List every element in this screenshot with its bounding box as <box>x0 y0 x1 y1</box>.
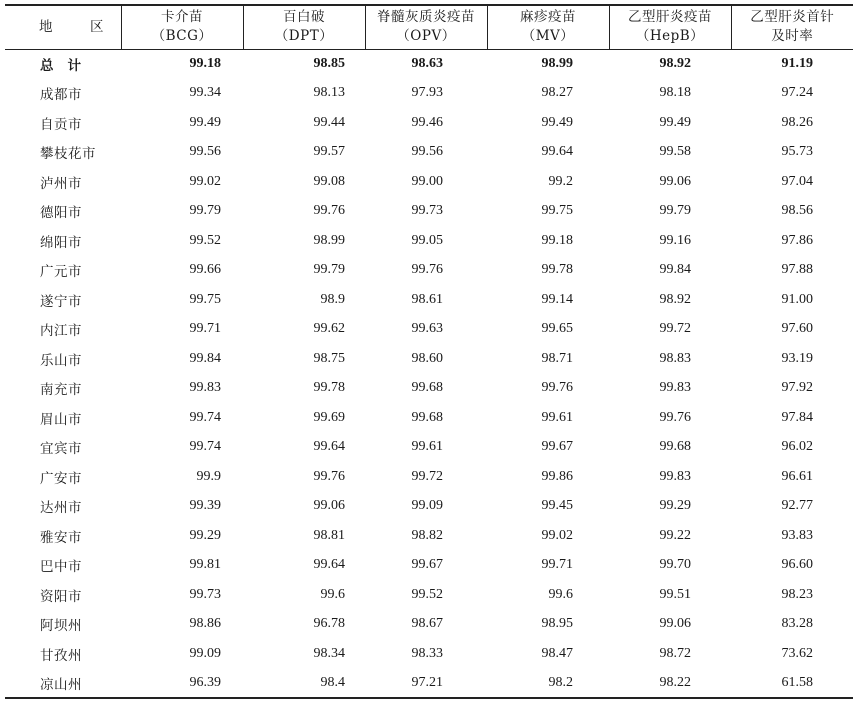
cell-dpt: 98.75 <box>313 350 345 366</box>
cell-hepb: 98.18 <box>659 85 691 101</box>
cell-opv: 98.60 <box>411 350 443 366</box>
cell-mv: 99.76 <box>541 380 573 396</box>
cell-opv: 99.76 <box>411 262 443 278</box>
cell-dpt: 99.62 <box>313 321 345 337</box>
cell-hepb-first-dose: 97.92 <box>781 380 813 396</box>
row-region: 攀枝花市 <box>40 146 96 163</box>
cell-hepb: 99.72 <box>659 321 691 337</box>
cell-bcg: 99.66 <box>189 262 221 278</box>
cell-mv: 99.86 <box>541 468 573 484</box>
cell-mv: 99.75 <box>541 203 573 219</box>
cell-mv: 99.6 <box>548 586 573 602</box>
row-region: 南充市 <box>40 382 82 399</box>
row-region: 总计 <box>40 58 95 74</box>
cell-bcg: 99.73 <box>189 586 221 602</box>
table-row <box>5 521 853 551</box>
cell-hepb: 99.51 <box>659 586 691 602</box>
cell-dpt: 98.99 <box>313 232 345 248</box>
cell-dpt: 98.34 <box>313 645 345 661</box>
cell-opv: 99.73 <box>411 203 443 219</box>
cell-hepb-first-dose: 97.04 <box>781 173 813 189</box>
cell-hepb-first-dose: 98.23 <box>781 586 813 602</box>
cell-mv: 99.14 <box>541 291 573 307</box>
cell-dpt: 98.4 <box>243 669 365 699</box>
cell-dpt: 99.69 <box>313 409 345 425</box>
cell-mv: 98.2 <box>487 669 609 699</box>
cell-dpt: 98.85 <box>313 56 345 71</box>
cell-mv: 99.61 <box>541 409 573 425</box>
table-row <box>5 79 853 109</box>
cell-dpt: 99.79 <box>313 262 345 278</box>
table-row <box>5 433 853 463</box>
row-region: 眉山市 <box>40 411 82 428</box>
cell-dpt: 99.64 <box>313 439 345 455</box>
cell-hepb-first-dose: 61.58 <box>731 669 853 699</box>
cell-dpt: 99.76 <box>313 203 345 219</box>
cell-dpt: 99.06 <box>313 498 345 514</box>
cell-hepb: 99.76 <box>659 409 691 425</box>
table-header-row <box>5 5 853 49</box>
row-region: 内江市 <box>40 323 82 340</box>
cell-bcg: 99.52 <box>189 232 221 248</box>
header-region: 地 区 <box>5 5 121 49</box>
cell-hepb-first-dose: 96.60 <box>781 557 813 573</box>
cell-bcg: 99.34 <box>189 85 221 101</box>
cell-dpt: 99.44 <box>313 114 345 130</box>
cell-opv: 97.93 <box>411 85 443 101</box>
cell-hepb-first-dose: 83.28 <box>781 616 813 632</box>
cell-hepb: 99.22 <box>659 527 691 543</box>
cell-hepb-first-dose: 96.02 <box>781 439 813 455</box>
cell-hepb-first-dose: 92.77 <box>781 498 813 514</box>
cell-bcg: 96.39 <box>121 669 243 699</box>
cell-mv: 99.02 <box>541 527 573 543</box>
table-row <box>5 344 853 374</box>
table-row <box>5 492 853 522</box>
row-region: 自贡市 <box>40 116 82 133</box>
row-region: 巴中市 <box>40 559 82 576</box>
cell-mv: 99.71 <box>541 557 573 573</box>
row-region: 甘孜州 <box>40 647 82 664</box>
cell-hepb: 99.83 <box>659 380 691 396</box>
cell-dpt: 99.57 <box>313 144 345 160</box>
cell-dpt: 99.76 <box>313 468 345 484</box>
cell-hepb: 99.83 <box>659 468 691 484</box>
table-row <box>5 639 853 669</box>
cell-dpt: 98.81 <box>313 527 345 543</box>
cell-bcg: 99.56 <box>189 144 221 160</box>
cell-opv: 98.33 <box>411 645 443 661</box>
cell-hepb: 99.16 <box>659 232 691 248</box>
cell-bcg: 99.39 <box>189 498 221 514</box>
cell-hepb-first-dose: 91.19 <box>781 56 813 71</box>
cell-dpt: 98.13 <box>313 85 345 101</box>
table-row <box>5 256 853 286</box>
cell-hepb: 98.83 <box>659 350 691 366</box>
cell-dpt: 96.78 <box>313 616 345 632</box>
cell-mv: 99.2 <box>548 173 573 189</box>
row-region: 成都市 <box>40 87 82 104</box>
cell-hepb-first-dose: 97.86 <box>781 232 813 248</box>
cell-hepb: 99.06 <box>659 616 691 632</box>
cell-dpt: 99.08 <box>313 173 345 189</box>
row-region: 资阳市 <box>40 588 82 605</box>
cell-hepb-first-dose: 97.24 <box>781 85 813 101</box>
cell-opv: 99.09 <box>411 498 443 514</box>
row-region: 雅安市 <box>40 529 82 546</box>
cell-opv: 98.67 <box>411 616 443 632</box>
cell-bcg: 99.81 <box>189 557 221 573</box>
cell-hepb-first-dose: 96.61 <box>781 468 813 484</box>
cell-bcg: 99.74 <box>189 409 221 425</box>
cell-bcg: 99.74 <box>189 439 221 455</box>
cell-mv: 98.71 <box>541 350 573 366</box>
cell-opv: 97.21 <box>365 669 487 699</box>
table-row <box>5 226 853 256</box>
header-bcg: 卡介苗 （BCG） <box>121 5 243 49</box>
cell-mv: 99.18 <box>541 232 573 248</box>
cell-opv: 99.68 <box>411 380 443 396</box>
table-row <box>5 610 853 640</box>
cell-opv: 98.61 <box>411 291 443 307</box>
table-row <box>5 108 853 138</box>
header-dpt: 百白破 （DPT） <box>243 5 365 49</box>
cell-opv: 99.56 <box>411 144 443 160</box>
row-region: 阿坝州 <box>40 618 82 635</box>
table-row <box>5 669 853 699</box>
table-body <box>5 49 853 698</box>
cell-bcg: 99.18 <box>189 56 221 71</box>
cell-hepb: 98.92 <box>659 56 691 71</box>
cell-mv: 98.27 <box>541 85 573 101</box>
table-row <box>5 403 853 433</box>
cell-hepb-first-dose: 98.26 <box>781 114 813 130</box>
header-hepb: 乙型肝炎疫苗 （HepB） <box>609 5 731 49</box>
cell-dpt: 99.78 <box>313 380 345 396</box>
cell-opv: 99.00 <box>411 173 443 189</box>
cell-hepb: 99.58 <box>659 144 691 160</box>
cell-hepb: 99.68 <box>659 439 691 455</box>
cell-mv: 99.67 <box>541 439 573 455</box>
header-mv: 麻疹疫苗 （MV） <box>487 5 609 49</box>
cell-mv: 98.47 <box>541 645 573 661</box>
cell-opv: 99.68 <box>411 409 443 425</box>
cell-mv: 98.99 <box>541 56 573 71</box>
table-row <box>5 580 853 610</box>
cell-opv: 99.72 <box>411 468 443 484</box>
table-row-total <box>5 49 853 79</box>
row-region: 广安市 <box>40 470 82 487</box>
row-region: 乐山市 <box>40 352 82 369</box>
cell-bcg: 99.83 <box>189 380 221 396</box>
cell-hepb: 98.22 <box>609 669 731 699</box>
row-region: 凉山州 <box>5 669 121 699</box>
cell-hepb-first-dose: 98.56 <box>781 203 813 219</box>
cell-bcg: 99.71 <box>189 321 221 337</box>
cell-opv: 99.05 <box>411 232 443 248</box>
cell-hepb: 98.92 <box>659 291 691 307</box>
cell-opv: 99.46 <box>411 114 443 130</box>
cell-mv: 99.45 <box>541 498 573 514</box>
cell-hepb-first-dose: 91.00 <box>781 291 813 307</box>
cell-hepb: 99.06 <box>659 173 691 189</box>
cell-hepb-first-dose: 95.73 <box>781 144 813 160</box>
cell-hepb-first-dose: 73.62 <box>781 645 813 661</box>
table-row <box>5 285 853 315</box>
row-region: 达州市 <box>40 500 82 517</box>
cell-opv: 98.82 <box>411 527 443 543</box>
table-row <box>5 167 853 197</box>
cell-mv: 99.64 <box>541 144 573 160</box>
cell-mv: 99.65 <box>541 321 573 337</box>
table-row <box>5 197 853 227</box>
cell-hepb: 99.49 <box>659 114 691 130</box>
vaccination-rate-table <box>5 4 853 699</box>
cell-hepb-first-dose: 97.84 <box>781 409 813 425</box>
cell-hepb: 99.29 <box>659 498 691 514</box>
cell-bcg: 99.29 <box>189 527 221 543</box>
cell-bcg: 99.75 <box>189 291 221 307</box>
row-region: 宜宾市 <box>40 441 82 458</box>
cell-hepb: 99.70 <box>659 557 691 573</box>
cell-mv: 98.95 <box>541 616 573 632</box>
cell-hepb-first-dose: 93.19 <box>781 350 813 366</box>
cell-hepb: 98.72 <box>659 645 691 661</box>
cell-dpt: 98.9 <box>320 291 345 307</box>
cell-opv: 99.61 <box>411 439 443 455</box>
cell-opv: 99.63 <box>411 321 443 337</box>
cell-opv: 98.63 <box>411 56 443 71</box>
cell-bcg: 99.79 <box>189 203 221 219</box>
cell-mv: 99.78 <box>541 262 573 278</box>
cell-bcg: 99.9 <box>196 468 221 484</box>
cell-hepb-first-dose: 93.83 <box>781 527 813 543</box>
cell-bcg: 99.49 <box>189 114 221 130</box>
table-row <box>5 138 853 168</box>
table-row <box>5 551 853 581</box>
row-region: 广元市 <box>40 264 82 281</box>
cell-bcg: 99.02 <box>189 173 221 189</box>
table-row <box>5 462 853 492</box>
row-region: 遂宁市 <box>40 293 82 310</box>
cell-dpt: 99.6 <box>320 586 345 602</box>
header-hepb-first-dose: 乙型肝炎首针 及时率 <box>731 5 853 49</box>
row-region: 德阳市 <box>40 205 82 222</box>
cell-hepb-first-dose: 97.88 <box>781 262 813 278</box>
row-region: 绵阳市 <box>40 234 82 251</box>
cell-opv: 99.67 <box>411 557 443 573</box>
cell-dpt: 99.64 <box>313 557 345 573</box>
cell-bcg: 99.84 <box>189 350 221 366</box>
cell-hepb-first-dose: 97.60 <box>781 321 813 337</box>
table-row <box>5 315 853 345</box>
cell-bcg: 99.09 <box>189 645 221 661</box>
cell-opv: 99.52 <box>411 586 443 602</box>
header-opv: 脊髓灰质炎疫苗 （OPV） <box>365 5 487 49</box>
table-row <box>5 374 853 404</box>
cell-hepb: 99.79 <box>659 203 691 219</box>
cell-mv: 99.49 <box>541 114 573 130</box>
cell-bcg: 98.86 <box>189 616 221 632</box>
row-region: 泸州市 <box>40 175 82 192</box>
cell-hepb: 99.84 <box>659 262 691 278</box>
